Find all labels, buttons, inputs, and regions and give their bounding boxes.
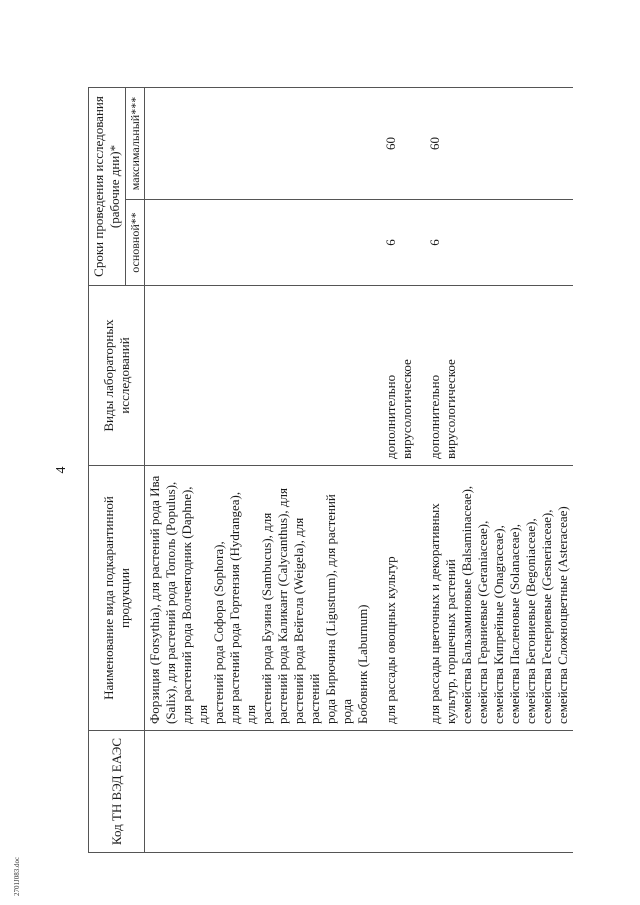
product-name-line: растений рода Бузина (Sambucus), для [259,512,274,724]
research-type-line: дополнительно [427,374,442,459]
research-type-line: вирусологическое [443,359,458,459]
header-product-name: Наименование вида подкарантинной продукции [89,466,145,731]
product-name-line: растений рода Вейгела (Weigela), для растений [291,517,322,724]
table-row [145,87,374,852]
product-name-line: растений рода Софора (Sophora), [211,541,226,724]
cell-research-type [145,286,374,466]
cell-research-type [373,286,417,466]
header-basic: основной** [126,200,145,286]
product-name-line: культур, горшечных растений [443,559,458,724]
cell-basic-days: 6 [373,200,417,286]
table-row [417,87,573,852]
product-name-line: семейства Сложноцветные (Asteraceae) [555,506,570,724]
product-name-line: Бобовник (Laburnum) [355,604,370,724]
cell-research-type [417,286,573,466]
cell-product-name [417,466,573,731]
research-type-line: вирусологическое [399,359,414,459]
table-body [145,87,574,852]
cell-basic-days: 6 [417,200,573,286]
rotated-table-container [88,88,598,853]
product-name-line: для рассады цветочных и декоративных [427,503,442,724]
table-row [373,87,417,852]
product-name-line: для растений рода Гортензия (Hydrangea), для [227,491,258,724]
product-name-line: растений рода Каликант (Calycanthus), для [275,488,290,724]
product-name-line: семейства Бальзаминовые (Balsaminaceae), [459,485,474,724]
product-name-line: рода Бирючина (Ligustrum), для растений рода [323,494,354,724]
cell-basic-days [145,200,374,286]
cell-max-days [145,87,374,199]
header-code: Код ТН ВЭД ЕАЭС [89,731,145,853]
product-name-line: семейства Геснериевые (Gesneriaceae), [539,509,554,724]
cell-product-name [145,466,374,731]
page-number: 4 [54,466,69,474]
footer-filename: 2701J083.doc [13,856,21,896]
cell-code [373,731,417,853]
header-research-types: Виды лабораторных исследований [89,286,145,466]
product-name-line: для рассады овощных культур [383,556,398,724]
product-name-line: (Salix), для растений рода Тополь (Populus), [163,481,178,724]
cell-product-name [373,466,417,731]
quarantine-research-table [88,87,573,853]
research-type-line: дополнительно [383,374,398,459]
product-name-line: семейства Пасленовые (Solanaceae), [507,524,522,724]
product-name-line: Форзиция (Forsythia), для растений рода Ива [147,475,162,724]
product-name-line: семейства Кипрейные (Onagraceae), [491,525,506,724]
product-name-line: семейства Бегониевые (Begoniaceae), [523,518,538,724]
header-max: максимальный*** [126,87,145,199]
header-terms: Сроки проведения исследования (рабочие дни)* [89,87,126,285]
cell-code [145,731,374,853]
cell-max-days: 60 [373,87,417,199]
product-name-line: для растений рода Волчеягодник (Daphne), для [179,486,210,724]
product-name-line: семейства Гераниевые (Geraniaceae), [475,520,490,724]
cell-max-days: 60 [417,87,573,199]
cell-code [417,731,573,853]
